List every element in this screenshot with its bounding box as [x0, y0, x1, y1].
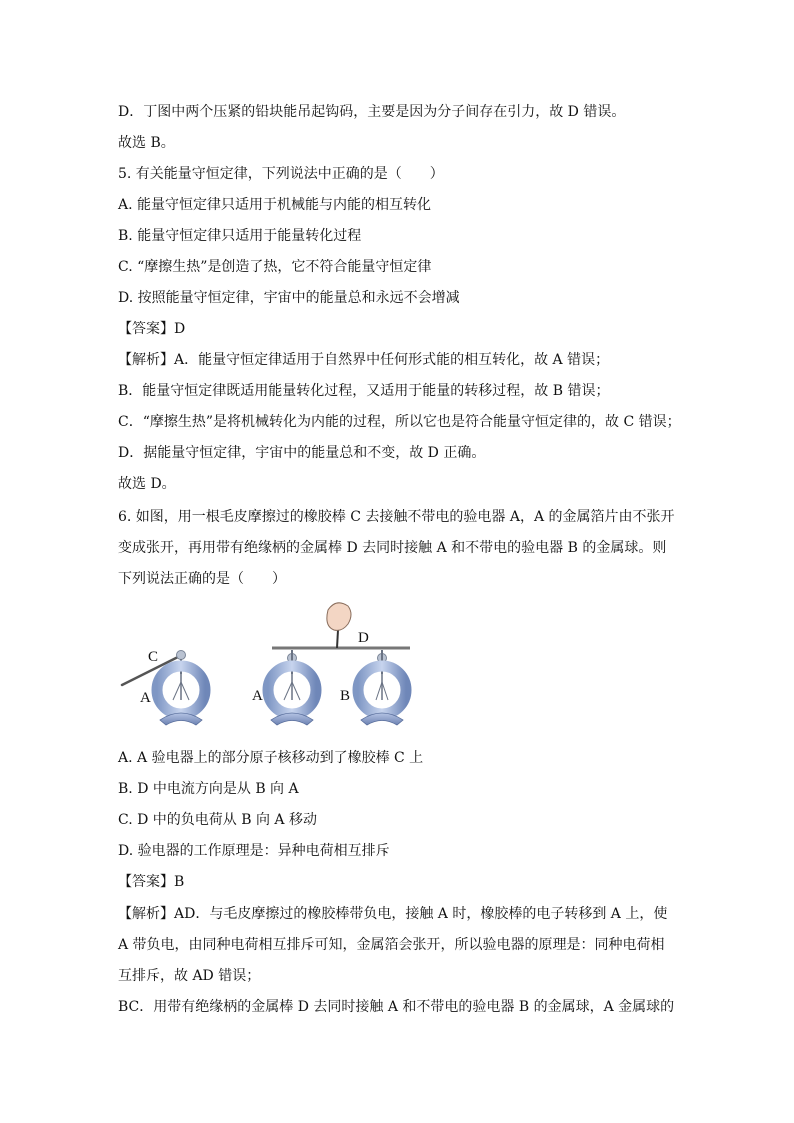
label-d: D: [358, 630, 369, 646]
metal-rod-d: [272, 603, 410, 648]
question-6-stem: 6. 如图，用一根毛皮摩擦过的橡胶棒 C 去接触不带电的验电器 A，A 的金属箔片由不张开: [118, 509, 675, 525]
analysis-line: C．“摩擦生热”是将机械转化为内能的过程，所以它也是符合能量守恒定律的，故 C 错误；: [118, 414, 681, 430]
option-b: B. 能量守恒定律只适用于能量转化过程: [118, 228, 362, 244]
analysis-line: 互排斥，故 AD 错误；: [118, 968, 261, 984]
electroscope-a-right: [252, 650, 316, 725]
option-d: D. 按照能量守恒定律，宇宙中的能量总和永远不会增减: [118, 290, 460, 306]
analysis-line: BC．用带有绝缘柄的金属棒 D 去同时接触 A 和不带电的验电器 B 的金属球，A 金属球的: [118, 999, 675, 1015]
option-c: C. “摩擦生热”是创造了热，它不符合能量守恒定律: [118, 259, 432, 275]
option-c: C. D 中的负电荷从 B 向 A 移动: [118, 812, 317, 828]
hand-icon: [327, 603, 351, 631]
option-a: A. A 验电器上的部分原子核移动到了橡胶棒 C 上: [118, 750, 424, 766]
analysis-line: B．能量守恒定律既适用能量转化过程，又适用于能量的转移过程，故 B 错误；: [118, 383, 610, 399]
text-line: 故选 D。: [118, 476, 176, 492]
label-b: B: [340, 688, 351, 704]
analysis-line: 【解析】A．能量守恒定律适用于自然界中任何形式能的相互转化，故 A 错误；: [118, 352, 610, 368]
label-a-left: A: [140, 690, 151, 706]
question-6-stem: 下列说法正确的是（ ）: [118, 571, 286, 587]
analysis-line: 【解析】AD．与毛皮摩擦过的橡胶棒带负电，接触 A 时，橡胶棒的电子转移到 A 上，使: [118, 906, 668, 922]
option-a: A. 能量守恒定律只适用于机械能与内能的相互转化: [118, 197, 432, 213]
text-line: D．丁图中两个压紧的铅块能吊起钩码，主要是因为分子间存在引力，故 D 错误。: [118, 104, 626, 120]
label-c: C: [148, 649, 159, 665]
question-6-stem: 变成张开，再用带有绝缘柄的金属棒 D 去同时接触 A 和不带电的验电器 B 的金属球。则: [118, 540, 667, 556]
label-a-right: A: [252, 688, 263, 704]
text-line: 故选 B。: [118, 135, 175, 151]
answer-label: 【答案】D: [118, 321, 186, 337]
question-5-stem: 5. 有关能量守恒定律，下列说法中正确的是（ ）: [118, 166, 444, 182]
electroscope-b: [340, 650, 406, 725]
analysis-line: D．据能量守恒定律，宇宙中的能量总和不变，故 D 正确。: [118, 445, 486, 461]
option-d: D. 验电器的工作原理是：异种电荷相互排斥: [118, 843, 390, 859]
answer-label: 【答案】B: [118, 874, 185, 890]
electroscope-figure: [110, 600, 430, 730]
option-b: B. D 中电流方向是从 B 向 A: [118, 781, 299, 797]
analysis-line: A 带负电，由同种电荷相互排斥可知，金属箔会张开，所以验电器的原理是：同种电荷相: [118, 937, 665, 953]
